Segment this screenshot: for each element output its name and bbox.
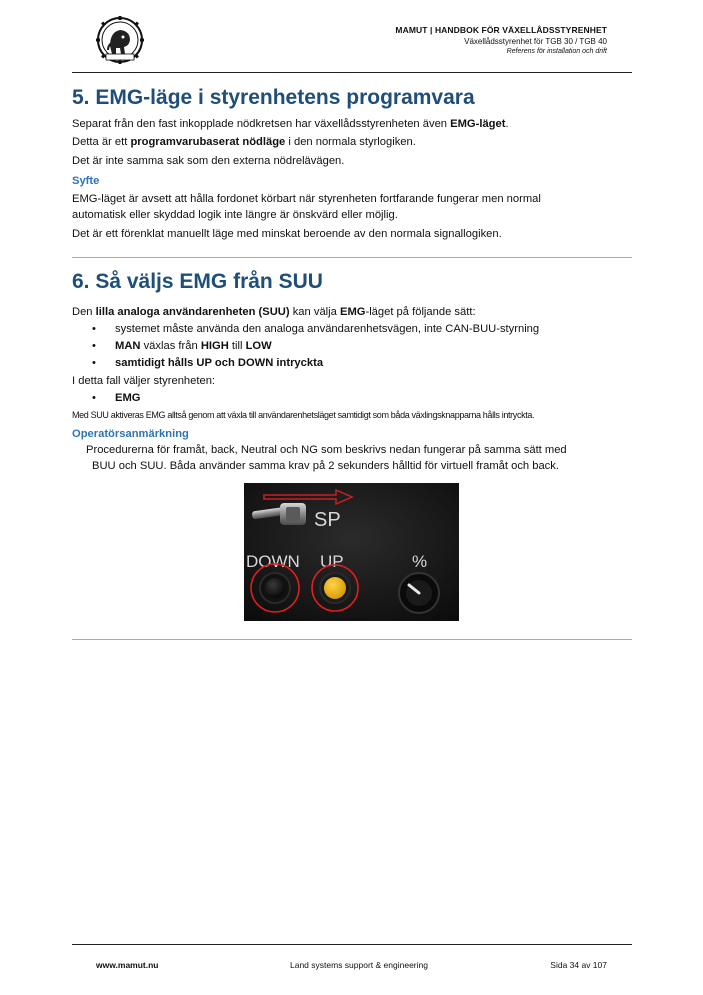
footer-divider <box>72 944 632 945</box>
intro-text-e: -läget på följande sätt: <box>365 306 476 318</box>
photo-label-up: UP <box>320 552 344 571</box>
operator-note-heading: Operatörsanmärkning <box>72 428 189 440</box>
section6-intro <box>72 305 476 319</box>
bullet-marker: • <box>92 323 96 335</box>
purpose-line3: Det är ett förenklat manuellt läge med minskat beroende av den normala signallogiken. <box>72 228 502 240</box>
section5-paragraph1 <box>72 117 509 131</box>
bullet2-text2: till <box>228 340 246 352</box>
section-divider <box>72 257 632 258</box>
bullet-item-emg: EMG <box>115 392 141 404</box>
header-title: MAMUT | HANDBOK FÖR VÄXELLÅDSSTYRENHET <box>395 25 607 35</box>
bullet2-low: LOW <box>245 340 272 352</box>
header-subtitle-reference: Referens för installation och drift <box>506 48 607 55</box>
intro-text-c: kan välja <box>289 306 340 318</box>
intro-emg-emphasis: EMG <box>339 306 366 318</box>
operator-note-line1: Procedurerna för framåt, back, Neutral och NG som beskrivs nedan fungerar på samma sätt med <box>86 444 567 456</box>
section5-p1-end: . <box>505 118 509 130</box>
selects-line: I detta fall väljer styrenheten: <box>72 375 216 387</box>
intro-text-a: Den <box>72 306 96 318</box>
bullet2-man: MAN <box>115 340 141 352</box>
section5-p1-text: Separat från den fast inkopplade nödkretsen har växellådsstyrenheten även <box>72 118 451 130</box>
footer-website-link[interactable]: www.mamut.nu <box>96 960 159 970</box>
section5-p2-emphasis: programvarubaserat nödläge <box>130 136 286 148</box>
bullet2-high: HIGH <box>200 340 229 352</box>
section5-heading: 5. EMG-läge i styrenhetens programvara <box>72 86 475 109</box>
header-divider <box>72 72 632 73</box>
photo-label-percent: % <box>412 552 428 571</box>
purpose-line2: automatisk eller skyddad logik inte längre är önskvärd eller möjlig. <box>72 209 398 221</box>
bullet-marker: • <box>92 340 96 352</box>
section5-paragraph2 <box>72 135 416 149</box>
photo-label-down: DOWN <box>246 552 300 571</box>
control-panel-photo <box>244 483 459 621</box>
activation-note: Med SUU aktiveras EMG alltså genom att växla till användarenhetsläget samtidigt som båda växlingsknapparna hålls intryckta. <box>72 410 535 420</box>
section5-p1-emphasis: EMG-läget <box>450 118 506 130</box>
section5-p2-end: i den normala styrlogiken. <box>285 136 416 148</box>
bullet-item-hold-buttons: samtidigt hålls UP och DOWN intryckta <box>115 357 324 369</box>
section5-p2-text: Detta är ett <box>72 136 131 148</box>
section5-paragraph3: Det är inte samma sak som den externa nödrelävägen. <box>72 155 345 167</box>
photo-label-sp: SP <box>314 509 341 531</box>
footer-tagline: Land systems support & engineering <box>290 960 428 970</box>
intro-suu-emphasis: lilla analoga användarenheten (SUU) <box>95 306 290 318</box>
purpose-heading: Syfte <box>72 175 100 187</box>
header-subtitle: Växellådsstyrenhet för TGB 30 / TGB 40 <box>464 37 607 46</box>
bullet-marker: • <box>92 392 96 404</box>
content-end-divider <box>72 639 632 640</box>
bullet-marker: • <box>92 357 96 369</box>
operator-note-line2: BUU och SUU. Båda använder samma krav på 2 sekunders hålltid för virtuell framåt och back. <box>92 460 559 472</box>
bullet-item-man-switch <box>115 340 272 352</box>
section6-heading: 6. Så väljs EMG från SUU <box>72 270 323 293</box>
footer-page-number: Sida 34 av 107 <box>550 960 607 970</box>
bullet-item-analog-path: systemet måste använda den analoga användarenhetsvägen, inte CAN-BUU-styrning <box>115 323 540 335</box>
purpose-line1: EMG-läget är avsett att hålla fordonet körbart när styrenheten fortfarande fungerar men normal <box>72 193 541 205</box>
mamut-logo <box>96 16 144 64</box>
bullet2-text: växlas från <box>140 340 201 352</box>
